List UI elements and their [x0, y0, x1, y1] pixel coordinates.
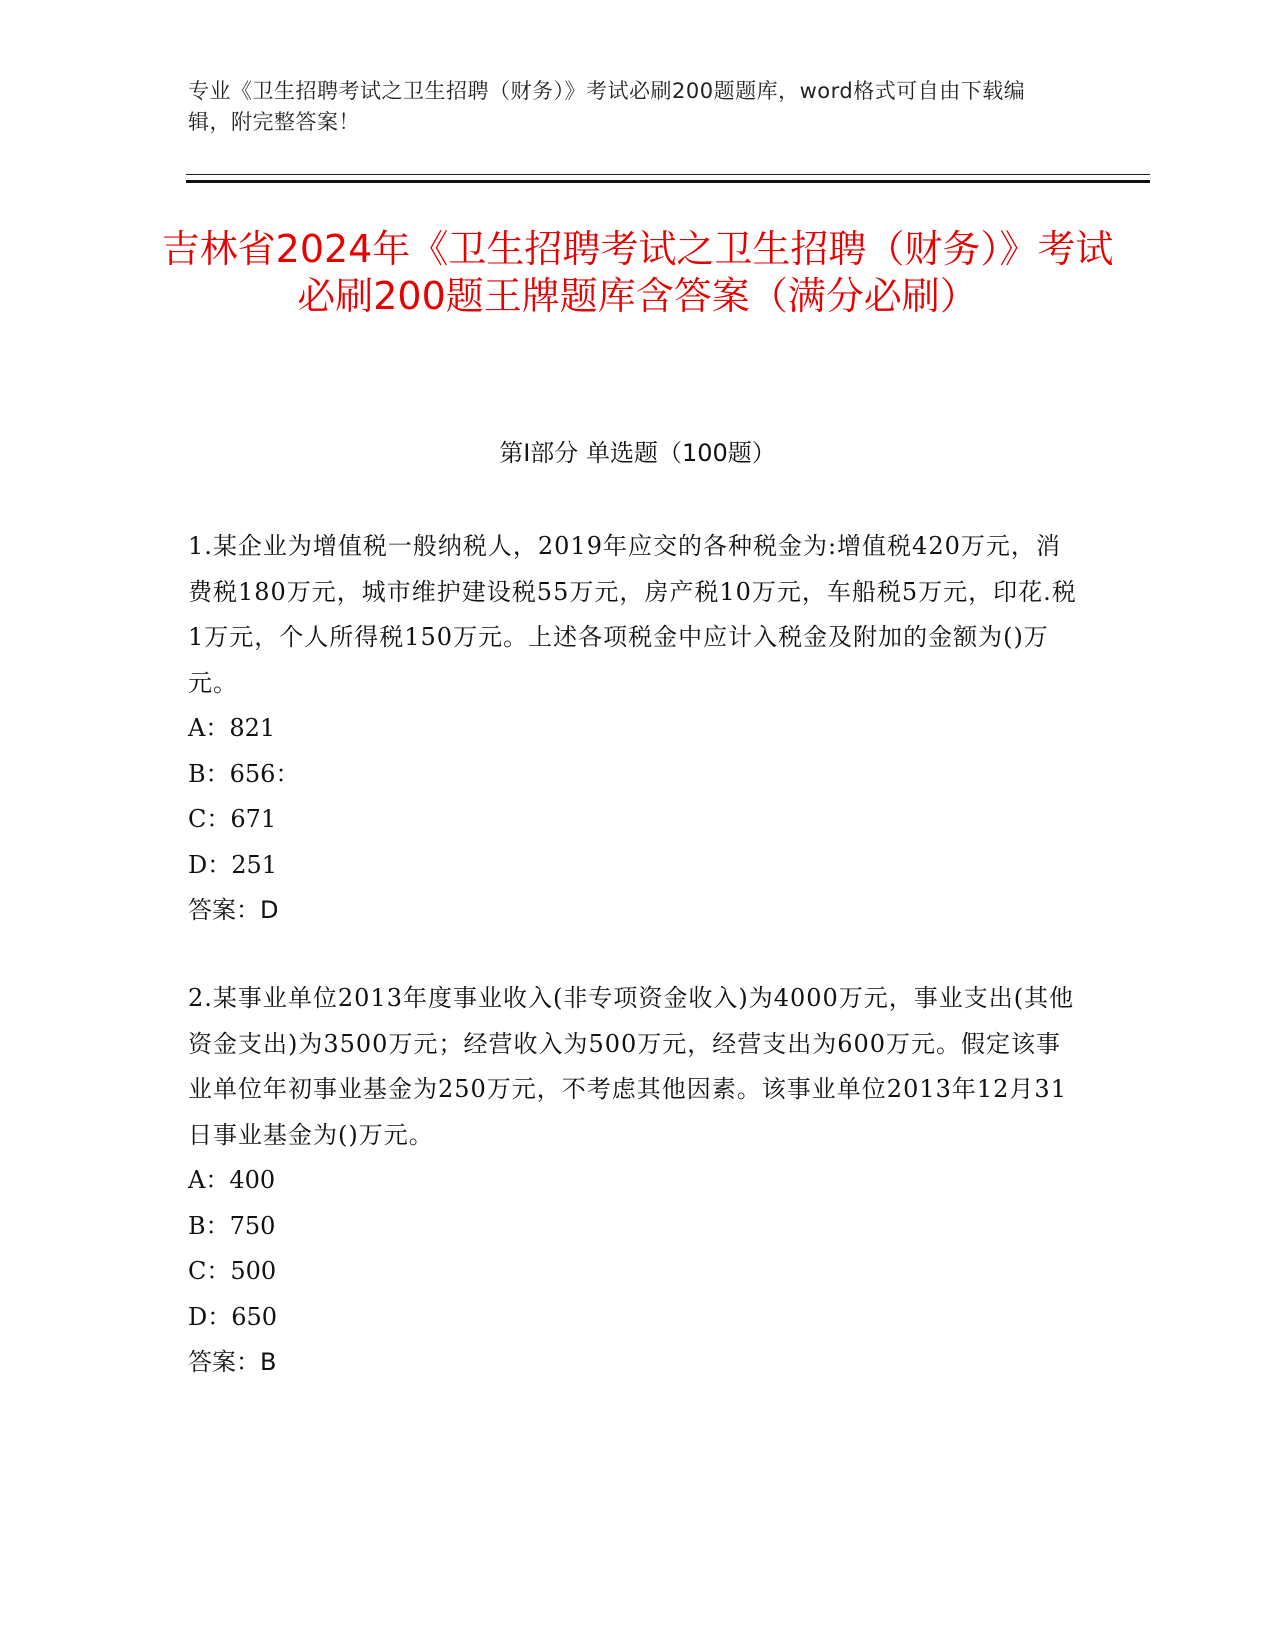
question-text: 1.某企业为增值税一般纳税人，2019年应交的各种税金为:增值税420万元，消费税180万元，城市维护建设税55万元，房产税10万元，车船税5万元，印花.税1万元，个人所得税150万元。上述各项税金中应计入税金及附加的金额为()万元。 — [188, 532, 1077, 697]
option-a: A：821 — [188, 714, 276, 742]
option-b: B：656： — [188, 759, 300, 788]
section-heading: 第I部分 单选题（100题） — [499, 439, 776, 467]
option-c: C：671 — [188, 805, 277, 833]
option-d: D：251 — [188, 850, 278, 879]
question-text: 2.某事业单位2013年度事业收入(非专项资金收入)为4000万元，事业支出(其他资金支出)为3500万元；经营收入为500万元，经营支出为600万元。假定该事业单位年初事业基金为250万元，不考虑其他因素。该事业单位2013年12月31日事业基金为()万元。 — [188, 984, 1075, 1149]
option-b: B：750 — [188, 1211, 276, 1240]
option-a: A：400 — [188, 1166, 276, 1194]
option-c: C：500 — [188, 1257, 277, 1285]
option-d: D：650 — [188, 1302, 278, 1331]
document-title: 吉林省2024年《卫生招聘考试之卫生招聘（财务）》考试必刷200题王牌题库含答案（满分必刷） — [161, 227, 1114, 318]
question-2 — [188, 976, 1078, 1386]
header-rule-thick — [186, 180, 1150, 183]
header-rule-thin — [186, 174, 1150, 175]
header-note: 专业《卫生招聘考试之卫生招聘（财务）》考试必刷200题题库，word格式可自由下载编辑，附完整答案！ — [188, 79, 1026, 134]
question-1 — [188, 524, 1078, 934]
answer: 答案：B — [188, 1348, 277, 1376]
answer: 答案：D — [188, 896, 279, 924]
